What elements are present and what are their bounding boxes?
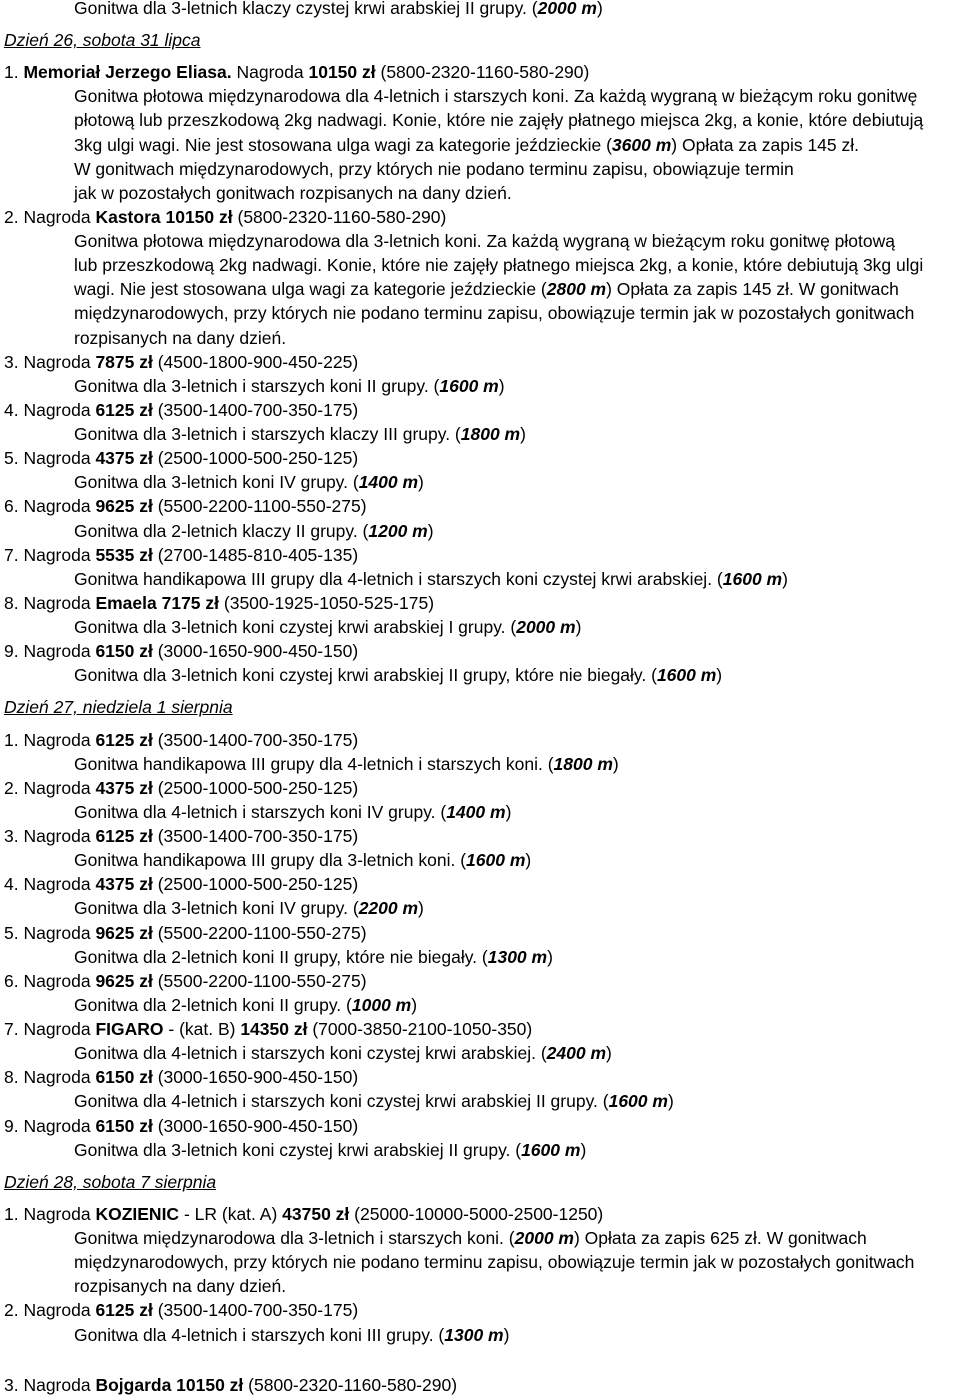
- text-run: 4. Nagroda: [4, 399, 96, 420]
- bold-text: 6150 zł: [95, 641, 153, 662]
- race-distance: 1600 m: [466, 850, 526, 871]
- race-header: [0, 1017, 960, 1041]
- text-run: 3kg ulgi wagi. Nie jest stosowana ulga wagi za kategorie jeździeckie (: [74, 134, 612, 155]
- text-run: 8. Nagroda: [4, 592, 96, 613]
- text-run: Gonitwa dla 4-letnich i starszych koni czystej krwi arabskiej. (: [74, 1043, 547, 1064]
- race-entry: [0, 494, 960, 542]
- text-run: 3. Nagroda: [4, 351, 96, 372]
- text-run: 2. Nagroda: [4, 1300, 96, 1321]
- text-run: ) Opłata za zapis 625 zł. W gonitwach: [573, 1228, 867, 1248]
- text-run: ): [547, 946, 553, 967]
- text-run: (3000-1650-900-450-150): [152, 641, 359, 662]
- text-run: Gonitwa handikapowa III grupy dla 3-letnich koni. (: [74, 850, 467, 871]
- race-header: [0, 776, 960, 800]
- text-run: Gonitwa dla 3-letnich koni IV grupy. (: [74, 898, 359, 919]
- race-description-line: [0, 277, 960, 301]
- bold-text: 4375 zł: [95, 874, 153, 895]
- text-run: Gonitwa dla 3-letnich koni czystej krwi arabskiej II grupy. (: [74, 1139, 522, 1160]
- text-run: ): [606, 1043, 612, 1064]
- race-distance: 2200 m: [358, 898, 419, 919]
- race-description-line: [0, 1138, 960, 1162]
- text-run: (3500-1400-700-350-175): [152, 399, 359, 420]
- bold-text: 9625 zł: [95, 970, 153, 991]
- race-entry: [0, 872, 960, 920]
- bold-text: 9625 zł: [95, 496, 153, 517]
- text-run: 1.: [4, 62, 24, 83]
- race-entry: [0, 1376, 960, 1394]
- race-description-line: [0, 1226, 960, 1250]
- race-distance: 2400 m: [546, 1043, 607, 1064]
- race-description-line: [0, 519, 960, 543]
- text-run: ): [418, 898, 424, 919]
- race-description-line: [0, 229, 960, 253]
- race-distance: 1600 m: [521, 1139, 581, 1160]
- race-description-line: [0, 752, 960, 776]
- race-description-line: [0, 1250, 960, 1274]
- race-description-line: [0, 896, 960, 920]
- continued-race-description: [0, 0, 960, 20]
- text-run: ): [520, 424, 526, 444]
- race-header: [0, 872, 960, 896]
- race-entry: [0, 398, 960, 446]
- race-entry: [0, 921, 960, 969]
- text-run: (2500-1000-500-250-125): [152, 448, 359, 469]
- text-run: ): [498, 375, 505, 396]
- text-run: Gonitwa dla 3-letnich koni czystej krwi arabskiej II grupy, które nie biegały. (: [74, 665, 657, 686]
- bold-text: Bojgarda 10150 zł: [95, 1374, 244, 1395]
- text-run: ): [667, 1091, 674, 1112]
- text-run: Gonitwa dla 3-letnich koni IV grupy. (: [74, 472, 359, 493]
- race-entry: [0, 969, 960, 1017]
- text-run: wagi. Nie jest stosowana ulga wagi za kategorie jeździeckie (: [74, 279, 547, 300]
- text-run: ): [505, 801, 512, 822]
- text-run: (3500-1400-700-350-175): [152, 1300, 359, 1321]
- race-header: [0, 494, 960, 518]
- bold-text: Memoriał Jerzego Eliasa.: [23, 62, 232, 83]
- race-header: [0, 205, 960, 229]
- race-description-line: [0, 422, 960, 446]
- race-description-line: [0, 181, 960, 205]
- race-header: [0, 1376, 960, 1394]
- text-run: 5. Nagroda: [4, 448, 96, 469]
- bold-text: 9625 zł: [95, 922, 153, 943]
- race-distance: 2000 m: [516, 617, 576, 637]
- text-run: - LR (kat. A): [179, 1203, 283, 1224]
- text-run: (3500-1925-1050-525-175): [219, 592, 435, 613]
- race-distance: 1600 m: [608, 1091, 668, 1112]
- race-header: [0, 824, 960, 848]
- race-description-line: [0, 848, 960, 872]
- text-run: 2. Nagroda: [4, 206, 96, 227]
- text-run: (5800-2320-1160-580-290): [243, 1374, 458, 1395]
- text-run: Gonitwa dla 2-letnich koni II grupy. (: [74, 994, 352, 1015]
- bold-text: 6125 zł: [95, 399, 153, 420]
- text-run: - (kat. B): [163, 1019, 241, 1039]
- race-description-line: [0, 157, 960, 181]
- race-distance: 1300 m: [444, 1324, 504, 1345]
- text-run: W gonitwach międzynarodowych, przy których nie podano terminu zapisu, obowiązuje termin: [74, 158, 794, 179]
- race-distance: 1800 m: [553, 753, 613, 774]
- race-description-line: [0, 253, 960, 277]
- race-entry: [0, 1065, 960, 1113]
- bold-text: 6150 zł: [95, 1115, 153, 1136]
- race-entry: [0, 1202, 960, 1299]
- text-run: ) Opłata za zapis 145 zł.: [671, 134, 860, 155]
- race-header: [0, 60, 960, 84]
- race-header: [0, 1114, 960, 1138]
- race-days: [0, 28, 960, 1394]
- text-run: 8. Nagroda: [4, 1067, 96, 1088]
- race-header: [0, 398, 960, 422]
- day-heading: Dzień 26, sobota 31 lipca: [4, 30, 201, 50]
- race-entry: [0, 543, 960, 591]
- race-description-line: [0, 108, 960, 132]
- text-run: 9. Nagroda: [4, 641, 96, 662]
- text-run: Nagroda: [231, 62, 309, 83]
- bold-text: 6125 zł: [95, 729, 153, 750]
- text-run: ): [503, 1324, 510, 1345]
- text-run: 7. Nagroda: [4, 544, 96, 565]
- text-run: 6. Nagroda: [4, 970, 96, 991]
- race-description-line: [0, 1274, 960, 1298]
- race-description-line: [0, 326, 960, 350]
- text-run: (5500-2200-1100-550-275): [152, 970, 367, 991]
- bold-text: 5535 zł: [95, 544, 153, 565]
- text-run: 6. Nagroda: [4, 496, 96, 517]
- day-heading: Dzień 27, niedziela 1 sierpnia: [4, 697, 233, 718]
- bold-text: Kastora 10150 zł: [95, 206, 233, 227]
- race-distance: 1300 m: [487, 946, 548, 967]
- race-description-line: [0, 1323, 960, 1347]
- race-day: [0, 695, 960, 1161]
- day-heading: Dzień 28, sobota 7 sierpnia: [4, 1171, 217, 1192]
- text-run: Gonitwa dla 2-letnich koni II grupy, które nie biegały. (: [74, 946, 488, 967]
- race-header: [0, 446, 960, 470]
- text-run: Gonitwa płotowa międzynarodowa dla 4-letnich i starszych koni. Za każdą wygraną w bieżącym roku gonitwę: [74, 86, 918, 107]
- text-run: (3000-1650-900-450-150): [152, 1115, 359, 1136]
- race-entry: [0, 824, 960, 872]
- text-run: ): [427, 520, 434, 541]
- race-entry: [0, 639, 960, 687]
- text-run: (5500-2200-1100-550-275): [152, 496, 367, 517]
- text-run: ): [782, 568, 788, 589]
- race-header: [0, 639, 960, 663]
- race-description-line: [0, 301, 960, 325]
- text-run: Gonitwa dla 3-letnich i starszych koni II grupy. (: [74, 375, 440, 396]
- race-distance: 2000 m: [537, 0, 597, 18]
- text-run: 9. Nagroda: [4, 1115, 96, 1136]
- race-header: [0, 350, 960, 374]
- bold-text: 14350 zł: [240, 1019, 308, 1039]
- race-day: [0, 28, 960, 687]
- text-run: Gonitwa handikapowa III grupy dla 4-letnich i starszych koni czystej krwi arabskiej. (: [74, 568, 723, 589]
- text-run: rozpisanych na dany dzień.: [74, 1276, 287, 1297]
- bold-text: 6125 zł: [95, 1300, 153, 1321]
- race-header: [0, 728, 960, 752]
- text-run: (4500-1800-900-450-225): [152, 351, 359, 372]
- bold-text: Emaela 7175 zł: [95, 592, 220, 613]
- text-run: (3500-1400-700-350-175): [152, 826, 359, 846]
- race-distance: 3600 m: [611, 134, 672, 155]
- race-entry: [0, 1114, 960, 1162]
- text-run: Gonitwa handikapowa III grupy dla 4-letnich i starszych koni. (: [74, 753, 554, 774]
- race-day: [0, 1170, 960, 1394]
- race-description-line: [0, 84, 960, 108]
- race-distance: 1200 m: [368, 520, 428, 541]
- text-run: 3. Nagroda: [4, 826, 96, 846]
- race-description-line: [0, 993, 960, 1017]
- bold-text: 43750 zł: [282, 1203, 350, 1224]
- text-run: jak w pozostałych gonitwach rozpisanych na dany dzień.: [74, 182, 512, 203]
- text-run: (2700-1485-810-405-135): [152, 544, 359, 565]
- text-run: 5. Nagroda: [4, 922, 96, 943]
- bold-text: 6150 zł: [95, 1067, 153, 1088]
- race-description-line: [0, 663, 960, 687]
- text-run: Gonitwa dla 4-letnich i starszych koni czystej krwi arabskiej II grupy. (: [74, 1091, 609, 1112]
- race-distance: 1600 m: [439, 375, 499, 396]
- text-run: (7000-3850-2100-1050-350): [307, 1019, 533, 1039]
- race-description-line: [0, 567, 960, 591]
- bold-text: 10150 zł: [308, 62, 376, 83]
- race-entry: [0, 446, 960, 494]
- race-entry: [0, 350, 960, 398]
- bold-text: 4375 zł: [95, 777, 153, 798]
- race-entry: [0, 1298, 960, 1346]
- text-run: ): [418, 472, 424, 493]
- text-run: Gonitwa dla 2-letnich klaczy II grupy. (: [74, 520, 369, 541]
- race-distance: 1600 m: [722, 568, 783, 589]
- text-run: 2. Nagroda: [4, 777, 96, 798]
- race-description-line: [0, 800, 960, 824]
- race-distance: 2800 m: [546, 279, 607, 300]
- text-run: ): [411, 994, 418, 1015]
- text-run: Gonitwa międzynarodowa dla 3-letnich i starszych koni. (: [74, 1228, 515, 1248]
- bold-text: 4375 zł: [95, 448, 153, 469]
- text-run: (25000-10000-5000-2500-1250): [349, 1203, 604, 1224]
- race-header: [0, 969, 960, 993]
- race-description-line: [0, 374, 960, 398]
- race-header: [0, 543, 960, 567]
- race-description-line: [0, 0, 960, 16]
- race-entry: [0, 728, 960, 776]
- race-description-line: [0, 470, 960, 494]
- race-entry: [0, 776, 960, 824]
- text-run: 1. Nagroda: [4, 729, 96, 750]
- race-header: [0, 591, 960, 615]
- race-entry: [0, 1017, 960, 1065]
- race-description-line: [0, 615, 960, 639]
- race-distance: 1600 m: [656, 665, 717, 686]
- bold-text: KOZIENIC: [95, 1203, 180, 1224]
- text-run: ): [525, 850, 532, 871]
- text-run: rozpisanych na dany dzień.: [74, 327, 287, 348]
- text-run: Gonitwa płotowa międzynarodowa dla 3-letnich koni. Za każdą wygraną w bieżącym roku gonitwę płotową: [74, 231, 895, 251]
- text-run: ) Opłata za zapis 145 zł. W gonitwach: [606, 279, 899, 300]
- text-run: ): [575, 617, 582, 637]
- text-run: 7. Nagroda: [4, 1019, 96, 1039]
- text-run: (2500-1000-500-250-125): [152, 874, 359, 895]
- text-run: (5800-2320-1160-580-290): [375, 62, 590, 83]
- race-entry: [0, 205, 960, 350]
- race-header: [0, 921, 960, 945]
- text-run: Gonitwa dla 3-letnich i starszych klaczy III grupy. (: [74, 424, 461, 444]
- race-entry: [0, 60, 960, 205]
- text-run: międzynarodowych, przy których nie podano terminu zapisu, obowiązuje termin jak w pozostałych gonitwach: [74, 303, 915, 324]
- text-run: (5500-2200-1100-550-275): [152, 922, 367, 943]
- race-header: [0, 1298, 960, 1322]
- text-run: Gonitwa dla 3-letnich koni czystej krwi arabskiej I grupy. (: [74, 617, 517, 637]
- text-run: (3500-1400-700-350-175): [152, 729, 359, 750]
- race-distance: 2000 m: [514, 1228, 574, 1248]
- text-run: ): [716, 665, 723, 686]
- text-run: Gonitwa dla 3-letnich klaczy czystej krwi arabskiej II grupy. (: [74, 0, 538, 18]
- text-run: ): [580, 1139, 587, 1160]
- race-distance: 1400 m: [358, 472, 419, 493]
- bold-text: FIGARO: [95, 1019, 164, 1039]
- text-run: 4. Nagroda: [4, 874, 96, 895]
- race-description-line: [0, 133, 960, 157]
- text-run: (2500-1000-500-250-125): [152, 777, 359, 798]
- bold-text: 7875 zł: [95, 351, 153, 372]
- text-run: 1. Nagroda: [4, 1203, 96, 1224]
- race-distance: 1000 m: [351, 994, 412, 1015]
- race-description-line: [0, 1089, 960, 1113]
- race-description-line: [0, 1041, 960, 1065]
- race-entry: [0, 591, 960, 639]
- text-run: międzynarodowych, przy których nie podano terminu zapisu, obowiązuje termin jak w pozostałych gonitwach: [74, 1252, 915, 1273]
- race-description-line: [0, 945, 960, 969]
- text-run: ): [612, 753, 619, 774]
- text-run: (5800-2320-1160-580-290): [232, 206, 447, 227]
- race-header: [0, 1202, 960, 1226]
- race-distance: 1800 m: [460, 424, 521, 444]
- text-run: lub przeszkodową 2kg nadwagi. Konie, które nie zajęły płatnego miejsca 2kg, a konie, które debiutują 3kg ulgi: [74, 255, 924, 276]
- text-run: Gonitwa dla 4-letnich i starszych koni III grupy. (: [74, 1324, 445, 1345]
- text-run: (3000-1650-900-450-150): [152, 1067, 359, 1088]
- text-run: 3. Nagroda: [4, 1374, 96, 1395]
- text-run: płotową lub przeszkodową 2kg nadwagi. Konie, które nie zajęły płatnego miejsca 2kg, a konie, które debiutują: [74, 110, 924, 131]
- text-run: Gonitwa dla 4-letnich i starszych koni IV grupy. (: [74, 801, 447, 822]
- race-header: [0, 1065, 960, 1089]
- race-distance: 1400 m: [446, 801, 506, 822]
- text-run: ): [596, 0, 603, 18]
- bold-text: 6125 zł: [95, 826, 153, 846]
